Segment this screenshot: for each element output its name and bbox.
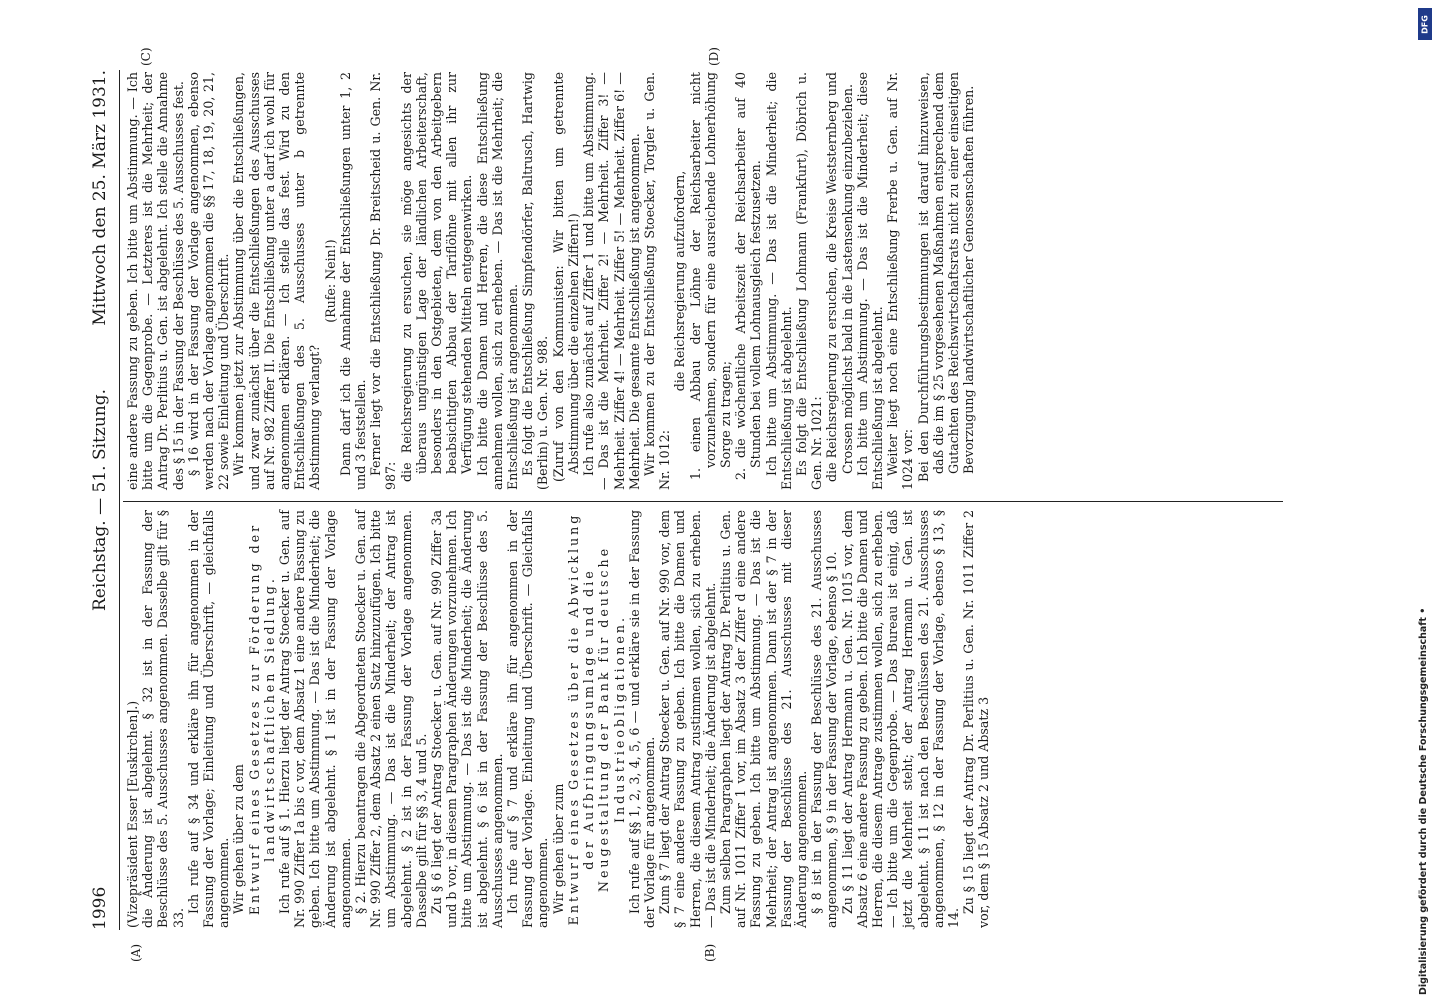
paragraph: Wir kommen zu der Entschließung Stoecker, Torgler u. Gen. Nr. 1012:	[641, 72, 673, 490]
resolution-text: die Reichsregierung aufzufordern,	[672, 170, 688, 392]
page-header	[85, 70, 115, 930]
paragraph: Ich bitte um Abstimmung. — Das ist die Minderheit; die Entschließung ist abgelehnt.	[763, 72, 794, 490]
section-heading: Entwurf eines Gesetzes über die Abwicklung der Aufbringungsumlage und die Neugestaltung der Bank für deutsche Industrieobligationen.	[565, 512, 627, 926]
paragraph: Ich rufe auf § 1. Hierzu liegt der Antrag Stoecker u. Gen. auf Nr. 990 Ziffer 1a bis c vor, dem Absatz 1 eine andere Fassung zu geben. Ich bitte um Abstimmung. — Das ist die Minderheit; die Änderung ist abgelehnt. § 1 ist in der Fassung der Vorlage angenommen.	[277, 510, 353, 928]
paragraph: eine andere Fassung zu geben. Ich bitte um Abstimmung. — Ich bitte um die Gegenprobe. — Letzteres ist die Mehrheit; der Antrag Dr. Perlitius u. Gen. ist abgelehnt. Ich stelle die Annahme des § 15 in der Fassung der Beschlüsse des 5. Ausschusses fest.	[125, 72, 186, 490]
page-number: 1996	[90, 886, 110, 930]
margin-mark-a: (A)	[129, 943, 143, 962]
paragraph: Es folgt die Entschließung Simpfendörfer, Baltrusch, Hartwig (Berlin) u. Gen. Nr. 988.	[520, 72, 551, 490]
footer-text: Digitalisierung gefördert durch die Deutsche Forschungsgemeinschaft •	[1418, 607, 1429, 995]
resolution-item: 1. einen Abbau der Löhne der Reichsarbeiter nicht vorzunehmen, sondern für eine ausreichende Lohnerhöhung Sorge zu tragen;	[687, 72, 733, 480]
resolution-text: Bei den Durchführungsbestimmungen ist darauf hinzuweisen, daß die im § 25 vorgesehenen Maßnahmen entsprechend dem Gutachten des Reichswirtschaftsrats nicht zu einer einseitigen Bevorzugung landwirtschaftlicher Genossenschaften führen.	[915, 72, 977, 482]
paragraph: Ich rufe auf §§ 1, 2, 3, 4, 5, 6 — und erkläre sie in der Fassung der Vorlage für angenommen.	[626, 510, 657, 928]
paragraph: Es folgt die Entschließung Lohmann (Frankfurt), Döbrich u. Gen. Nr. 1021:	[793, 72, 825, 490]
paragraph: Wir gehen über zum	[550, 783, 566, 914]
paragraph: Zum selben Paragraphen liegt der Antrag Dr. Perlitius u. Gen. auf Nr. 1011 Ziffer 1 vor, im Absatz 3 der Ziffer d eine andere Fassung zu geben. Ich bitte um Abstimmung. — Das ist die Mehrheit; der Antrag ist angenommen. Dann ist der § 7 in der Fassung der Beschlüsse des 21. Ausschusses mit dieser Änderung angenommen.	[717, 510, 809, 928]
column-divider	[123, 501, 1283, 502]
paragraph: Wir kommen jetzt zur Abstimmung über die Entschließungen, und zwar zunächst über die Entschließungen des Ausschusses auf Nr. 982 Ziffer II. Die Entschließung unter a darf ich wohl für angenommen erklären. — Ich stelle das fest. Wird zu den Entschließungen des 5. Ausschusses unter b getrennte Abstimmung verlangt?	[231, 72, 323, 490]
paragraph: Ich bitte die Damen und Herren, die diese Entschließung annehmen wollen, sich zu erheben. — Das ist die Mehrheit; die Entschließung ist angenommen.	[474, 72, 521, 490]
margin-mark-b: (B)	[703, 943, 717, 962]
paragraph: die Änderung ist abgelehnt. § 32 ist in der Fassung der Beschlüsse des 5. Ausschusses angenommen. Dasselbe gilt für § 33.	[140, 510, 186, 928]
resolution-text: die Reichsregierung zu ersuchen, sie möge angesichts der überaus ungünstigen Lage der ländlichen Arbeiterschaft, besonders in den Ostgebieten, dem von den Arbeitgebern beabsichtigten Abbau der Tariflöhne mit allen ihr zur Verfügung stehenden Mitteln entgegenwirken.	[398, 72, 475, 482]
paragraph: Ich rufe also zunächst auf Ziffer 1 und bitte um Abstimmung. — Das ist die Mehrheit. Ziffer 2! — Mehrheit. Ziffer 3! — Mehrheit. Ziffer 4! — Mehrheit. Ziffer 5! — Mehrheit. Ziffer 6! — Mehrheit. Die gesamte Entschließung ist angenommen.	[581, 72, 642, 490]
paragraph: Weiter liegt noch eine Entschließung Frerbe u. Gen. auf Nr. 1024 vor:	[885, 72, 916, 490]
paragraph: § 16 wird in der Fassung der Vorlage angenommen, ebenso werden nach der Vorlage angenommen die §§ 17, 18, 19, 20, 21, 22 sowie Einleitung und Überschrift.	[185, 72, 232, 490]
interjection: (Rufe: Nein!)	[322, 239, 338, 323]
margin-mark-c: (C)	[139, 47, 153, 66]
paragraph: § 2. Hierzu beantragen die Abgeordneten Stoecker u. Gen. auf Nr. 990 Ziffer 2, dem Absatz 2 einen Satz hinzuzufügen. Ich bitte um Abstimmung. — Das ist die Minderheit; der Antrag ist abgelehnt. § 2 ist in der Fassung der Vorlage angenommen. Dasselbe gilt für §§ 3, 4 und 5.	[353, 510, 429, 928]
right-column	[125, 72, 976, 490]
section-heading: Entwurf eines Gesetzes zur Förderung der landwirtschaftlichen Siedlung.	[246, 522, 277, 916]
paragraph: Ich bitte um Abstimmung. — Das ist die Minderheit; diese Entschließung ist abgelehnt.	[854, 72, 885, 490]
speaker-note: (Vizepräsident Esser [Euskirchen].)	[125, 700, 140, 928]
paragraph: Zum § 7 liegt der Antrag Stoecker u. Gen. auf Nr. 990 vor, dem § 7 eine andere Fassung zu geben. Ich bitte die Damen und Herren, die diesem Antrag zustimmen wollen, sich zu erheben. — Das ist die Minderheit; die Änderung ist abgelehnt.	[657, 510, 718, 928]
header-rule	[119, 70, 120, 930]
dfg-logo-text: DFG	[1420, 15, 1430, 34]
page-title: Reichstag. — 51. Sitzung.	[90, 388, 110, 612]
paragraph: § 8 ist in der Fassung der Beschlüsse des 21. Ausschusses angenommen, § 9 in der Fassung der Vorlage, ebenso § 10.	[809, 510, 840, 928]
dfg-logo	[1418, 8, 1432, 40]
paragraph: Dann darf ich die Annahme der Entschließungen unter 1, 2 und 3 feststellen.	[337, 72, 369, 490]
session-date: Mittwoch den 25. März 1931.	[90, 70, 110, 326]
interjection: (Zuruf von den Kommunisten: Wir bitten um getrennte Abstimmung über die einzelnen Ziffern!)	[550, 72, 581, 482]
paragraph: Zu § 11 liegt der Antrag Hermann u. Gen. Nr. 1015 vor, dem Absatz 6 eine andere Fassung zu geben. Ich bitte die Damen und Herren, die diesem Antrage zustimmen wollen, sich zu erheben. — Ich bitte um die Gegenprobe. — Das Bureau ist einig, daß jetzt die Mehrheit steht; der Antrag Hermann u. Gen. ist abgelehnt. § 11 ist nach den Beschlüssen des 21. Ausschusses angenommen, § 12 in der Fassung der Vorlage, ebenso § 13, § 14.	[839, 510, 961, 928]
paragraph: Wir gehen über zu dem	[231, 764, 247, 914]
dfg-footer	[1418, 5, 1432, 995]
document-page	[85, 47, 1285, 962]
margin-mark-d: (D)	[707, 47, 721, 66]
paragraph: Zu § 15 liegt der Antrag Dr. Perlitius u. Gen. Nr. 1011 Ziffer 2 vor, dem § 15 Absatz 2 und Absatz 3	[961, 510, 992, 928]
paragraph: Ich rufe auf § 7 und erkläre ihn für angenommen in der Fassung der Vorlage. Einleitung und Überschrift. — Gleichfalls angenommen.	[505, 510, 551, 928]
resolution-item: 2. die wöchentliche Arbeitszeit der Reichsarbeiter auf 40 Stunden bei vollem Lohnausgleich festzusetzen.	[733, 72, 764, 480]
paragraph: Zu § 6 liegt der Antrag Stoecker u. Gen. auf Nr. 990 Ziffer 3a und b vor, in diesem Paragraphen Änderungen vorzunehmen. Ich bitte um Abstimmung. — Das ist die Minderheit; die Änderung ist abgelehnt. § 6 ist in der Fassung der Beschlüsse des 5. Ausschusses angenommen.	[429, 510, 505, 928]
paragraph: Ferner liegt vor die Entschließung Dr. Breitscheid u. Gen. Nr. 987:	[368, 72, 399, 490]
left-column	[125, 510, 992, 928]
paragraph: Ich rufe auf § 34 und erkläre ihn für angenommen in der Fassung der Vorlage; Einleitung und Überschrift, — gleichfalls angenommen.	[185, 510, 232, 928]
resolution-text: die Reichsregierung zu ersuchen, die Kreise Weststernberg und Crossen möglichst bald in die Lastensenkung einzubeziehen.	[824, 72, 855, 482]
